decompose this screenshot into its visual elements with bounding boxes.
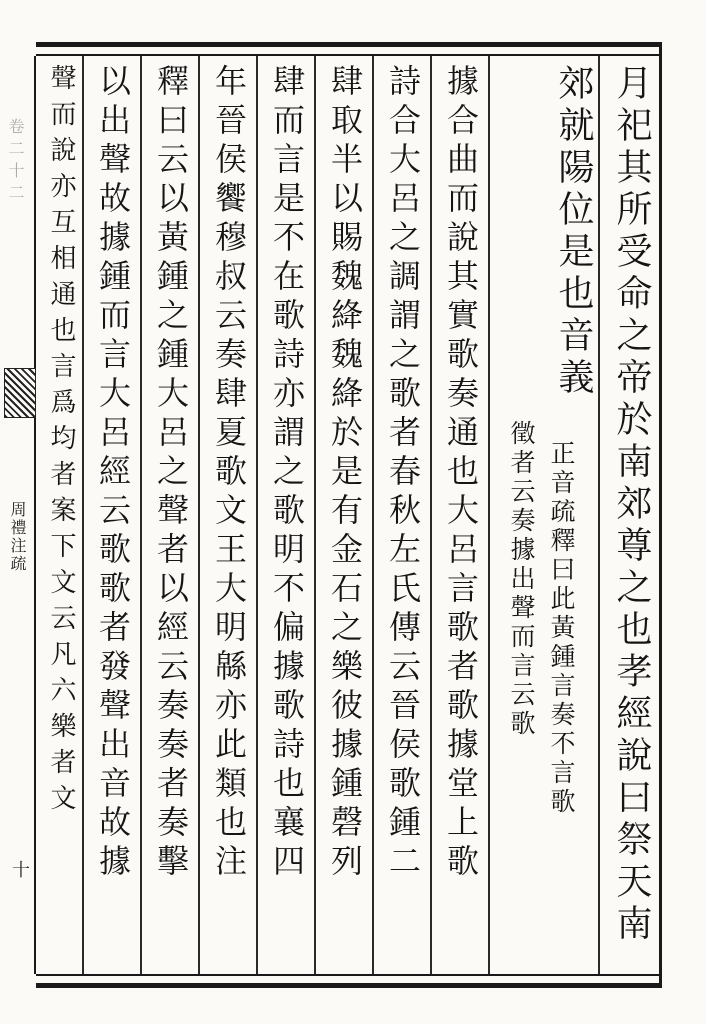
frame-inner-top — [36, 54, 662, 56]
fold-page-number: 十 — [12, 860, 30, 881]
text-column-9: 釋曰云以黃鍾之鍾大呂之聲者以經云奏奏者奏擊 — [152, 64, 190, 883]
text-column-11: 聲而說亦互相通也言爲均者案下文云凡六樂者文 — [46, 64, 76, 820]
text-column-8: 年晉侯饗穆叔云奏肆夏歌文王大明緜亦此類也注 — [210, 64, 248, 883]
text-column-7: 肆而言是不在歌詩亦謂之歌明不偏據歌詩也襄四 — [268, 64, 306, 883]
commentary-col-a: 正音疏釋曰此黃鍾言奏不言歌 — [547, 440, 576, 817]
frame-inner-bottom — [36, 974, 662, 976]
text-column-6: 肆取半以賜魏絳魏絳於是有金石之樂彼據鍾磬列 — [326, 64, 364, 883]
text-column-10: 以出聲故據鍾而言大呂經云歌歌者發聲出音故據 — [94, 64, 132, 883]
fishtail-mark — [4, 368, 36, 418]
text-column-2: 郊就陽位是也音義 — [553, 64, 594, 400]
fold-faded-text: 卷二十二 — [6, 118, 25, 206]
fold-book-title: 周禮注疏 — [8, 501, 27, 573]
text-column-5: 詩合大呂之調謂之歌者春秋左氏傳云晉侯歌鍾二 — [384, 64, 422, 883]
text-column-1: 月祀其所受命之帝於南郊尊之也孝經說曰祭天南 — [611, 64, 652, 946]
commentary-col-b: 徵者云奏據出聲而言云歌 — [507, 420, 536, 739]
fold-column — [0, 56, 36, 974]
text-column-4: 據合曲而說其實歌奏通也大呂言歌者歌據堂上歌 — [442, 64, 480, 883]
